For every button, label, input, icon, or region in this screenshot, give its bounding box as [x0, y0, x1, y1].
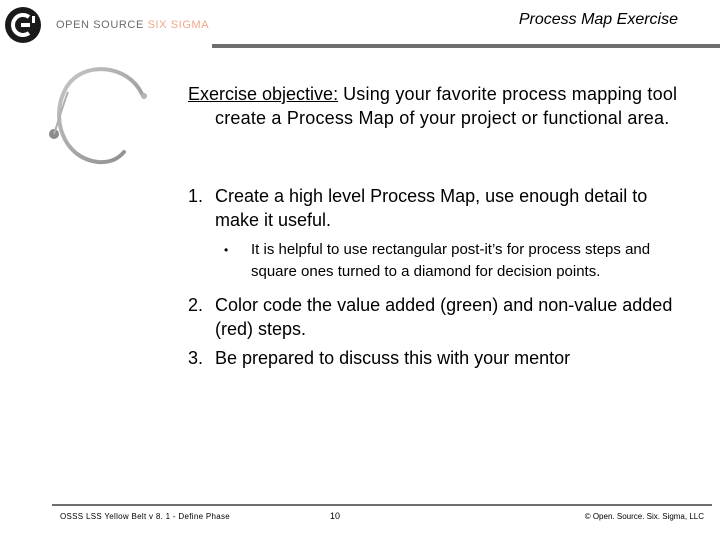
objective-text: Using your favorite process mapping tool create a Process Map of your project or functional area. [215, 84, 678, 128]
objective-label: Exercise objective: [188, 84, 339, 104]
decorative-arc-graphic [40, 62, 160, 172]
exercise-objective [188, 82, 688, 130]
footer-divider [52, 504, 712, 506]
step-number: 2. [188, 295, 204, 315]
list-item-step-2 [188, 293, 688, 341]
sub-bullet-text: It is helpful to use rectangular post-it’s for process steps and square ones turned to a diamond for decision points. [251, 241, 651, 280]
bullet-icon: • [224, 243, 229, 257]
footer-copyright: © Open. Source. Six. Sigma, LLC [584, 512, 704, 521]
step-number: 1. [188, 186, 204, 206]
step-text: Color code the value added (green) and non-value added (red) steps. [215, 295, 673, 339]
slide-title: Process Map Exercise [518, 11, 678, 28]
step-text: Be prepared to discuss this with your mentor [215, 348, 571, 368]
logo-text [56, 19, 209, 31]
sub-bullet-item [224, 239, 688, 283]
logo-text-part2: SIX SIGMA [147, 19, 210, 31]
logo-icon [4, 6, 42, 44]
company-logo [4, 4, 214, 40]
step-text: Create a high level Process Map, use enough detail to make it useful. [215, 186, 648, 230]
page-number: 10 [330, 511, 341, 521]
list-item-step-3 [188, 346, 688, 370]
footer-course-label: OSSS LSS Yellow Belt v 8. 1 - Define Phase [60, 512, 231, 521]
header-divider [212, 44, 720, 48]
logo-text-part1: OPEN SOURCE [56, 19, 144, 31]
steps-list [188, 184, 688, 370]
step-number: 3. [188, 348, 204, 368]
list-item-step-1 [188, 184, 688, 232]
